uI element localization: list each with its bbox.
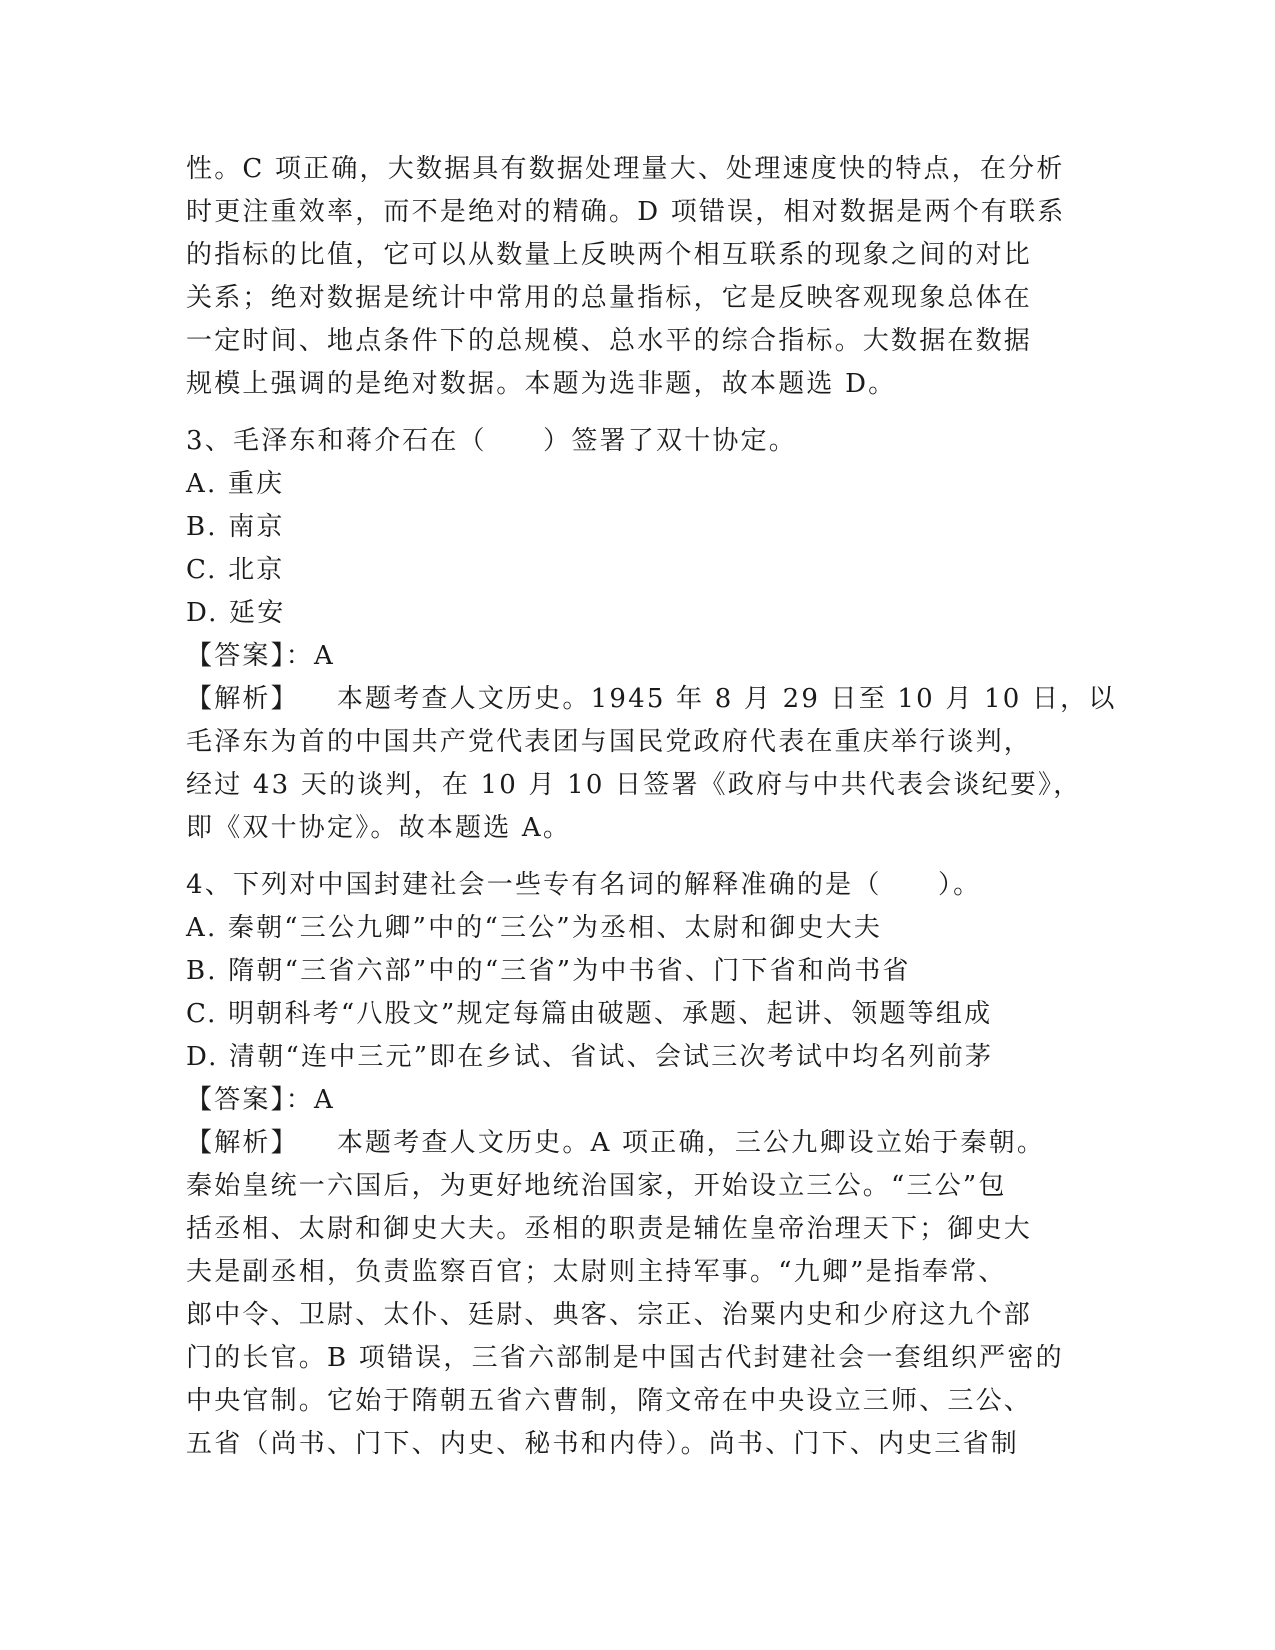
explanation-label: 【解析】 [186, 684, 299, 714]
explanation-line [186, 678, 1117, 721]
paragraph-line: 经过 43 天的谈判，在 10 月 10 日签署《政府与中共代表会谈纪要》， [186, 770, 1082, 800]
paragraph-line: 夫是副丞相，负责监察百官；太尉则主持军事。“九卿”是指奉常、 [186, 1257, 1007, 1287]
paragraph-line: 的指标的比值，它可以从数量上反映两个相互联系的现象之间的对比 [186, 240, 1033, 270]
explanation-text: 本题考查人文历史。A 项正确，三公九卿设立始于秦朝。 [336, 1128, 1046, 1158]
option-b: B. 南京 [186, 512, 285, 542]
option-b: B. 隋朝“三省六部”中的“三省”为中书省、门下省和尚书省 [186, 956, 911, 986]
paragraph-line: 中央官制。它始于隋朝五省六曹制，隋文帝在中央设立三师、三公、 [186, 1386, 1033, 1416]
paragraph-line: 毛泽东为首的中国共产党代表团与国民党政府代表在重庆举行谈判， [186, 727, 1033, 757]
answer-label: 【答案】： [186, 641, 315, 671]
question-stem: 4、下列对中国封建社会一些专有名词的解释准确的是（ ）。 [186, 870, 982, 900]
option-d: D. 清朝“连中三元”即在乡试、省试、会试三次考试中均名列前茅 [186, 1042, 994, 1072]
paragraph-line: 关系；绝对数据是统计中常用的总量指标，它是反映客观现象总体在 [186, 283, 1033, 313]
paragraph-line: 括丞相、太尉和御史大夫。丞相的职责是辅佐皇帝治理天下；御史大 [186, 1214, 1033, 1244]
question-stem: 3、毛泽东和蒋介石在（ ）签署了双十协定。 [186, 426, 797, 456]
paragraph-line: 郎中令、卫尉、太仆、廷尉、典客、宗正、治粟内史和少府这九个部 [186, 1300, 1033, 1330]
paragraph-line: 规模上强调的是绝对数据。本题为选非题，故本题选 D。 [186, 369, 897, 399]
paragraph-line: 一定时间、地点条件下的总规模、总水平的综合指标。大数据在数据 [186, 326, 1033, 356]
paragraph-line: 时更注重效率，而不是绝对的精确。D 项错误，相对数据是两个有联系 [186, 197, 1066, 227]
option-c: C. 明朝科考“八股文”规定每篇由破题、承题、起讲、领题等组成 [186, 999, 993, 1029]
answer-value: A [314, 1085, 335, 1115]
paragraph-line: 即《双十协定》。故本题选 A。 [186, 813, 572, 843]
answer-line [186, 1079, 1086, 1122]
option-d: D. 延安 [186, 598, 286, 628]
paragraph-line: 门的长官。B 项错误，三省六部制是中国古代封建社会一套组织严密的 [186, 1343, 1064, 1373]
explanation-line [186, 1122, 1086, 1165]
explanation-text: 本题考查人文历史。1945 年 8 月 29 日至 10 月 10 日，以 [336, 684, 1117, 714]
spacer [186, 850, 1086, 864]
option-c: C. 北京 [186, 555, 285, 585]
question-3 [186, 420, 1117, 850]
document-page [186, 148, 1117, 1466]
answer-value: A [314, 641, 335, 671]
explanation-label: 【解析】 [186, 1128, 299, 1158]
q2-explanation-continued [186, 148, 1086, 406]
paragraph-line: 性。C 项正确，大数据具有数据处理量大、处理速度快的特点，在分析 [186, 154, 1065, 184]
answer-label: 【答案】： [186, 1085, 315, 1115]
paragraph-line: 秦始皇统一六国后，为更好地统治国家，开始设立三公。“三公”包 [186, 1171, 1007, 1201]
paragraph-line: 五省（尚书、门下、内史、秘书和内侍）。尚书、门下、内史三省制 [186, 1429, 1020, 1459]
question-4 [186, 864, 1086, 1466]
spacer [186, 406, 1086, 420]
option-a: A. 秦朝“三公九卿”中的“三公”为丞相、太尉和御史大夫 [186, 913, 883, 943]
answer-line [186, 635, 1086, 678]
option-a: A. 重庆 [186, 469, 285, 499]
